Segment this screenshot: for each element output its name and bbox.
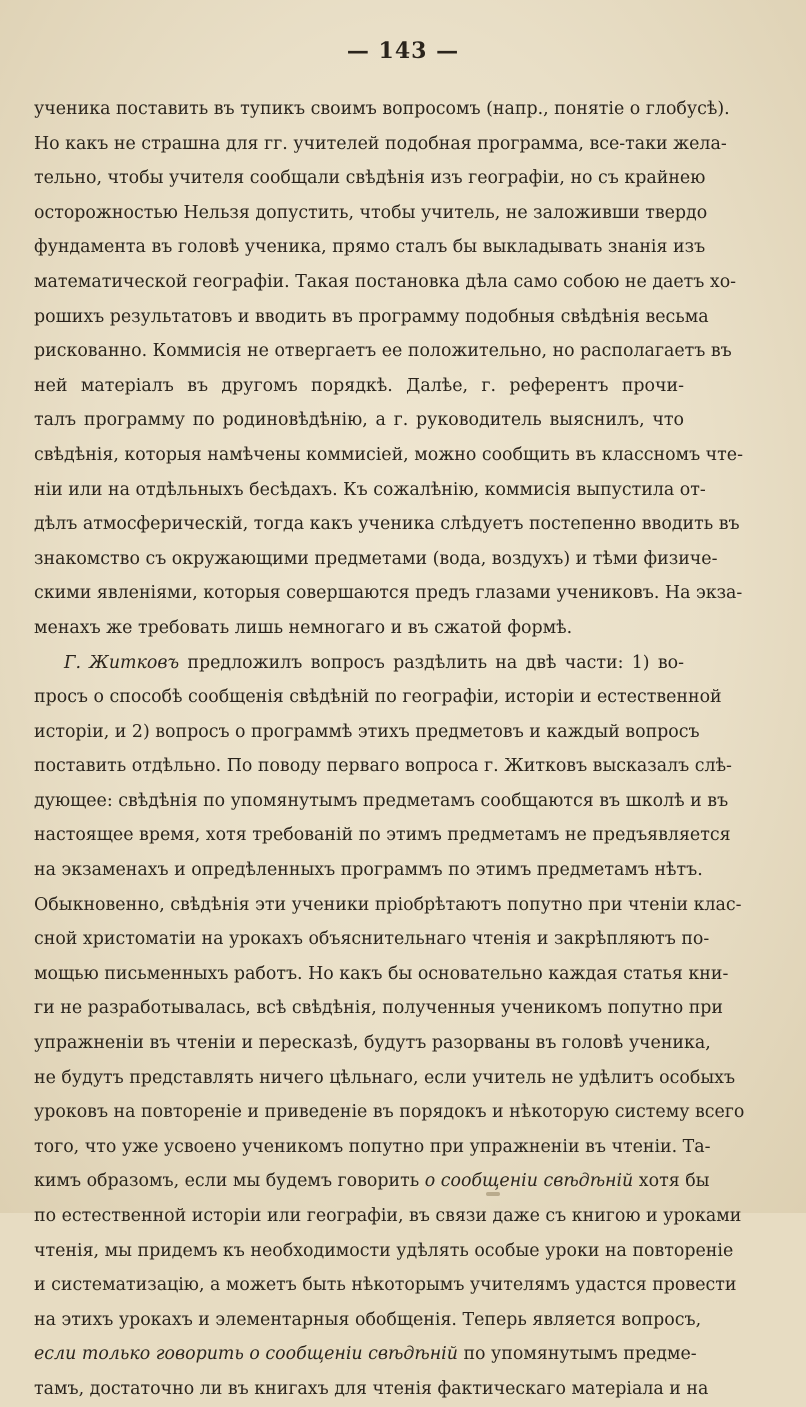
text-segment: дующее: свѣдѣнія по упомянутымъ предметамъ сообщаются въ школѣ и въ: [34, 790, 729, 811]
text-segment: талъ программу по родиновѣдѣнію, а г. руководитель выяснилъ, что: [34, 410, 684, 431]
text-line: [34, 1234, 734, 1269]
text-line: [34, 1199, 742, 1234]
text-line: [34, 749, 732, 784]
text-segment: настоящее время, хотя требованій по этимъ предметамъ не предъявляется: [34, 825, 731, 846]
text-line: [34, 403, 684, 438]
text-segment: на экзаменахъ и опредѣленныхъ программъ по этимъ предметамъ нѣтъ.: [34, 860, 703, 881]
text-segment: тельно, чтобы учителя сообщали свѣдѣнія изъ географіи, но съ крайнею: [34, 168, 706, 189]
text-line: [34, 1164, 710, 1199]
text-line: [34, 265, 737, 300]
text-line: [34, 818, 731, 853]
text-segment: по естественной исторіи или географіи, въ связи даже съ книгою и уроками: [34, 1206, 742, 1226]
italic-text-segment: Г. Житковъ: [64, 652, 180, 673]
text-segment: чтенія, мы придемъ къ необходимости удѣлять особые уроки на повтореніе: [34, 1240, 734, 1261]
text-line: [34, 196, 708, 231]
text-segment: рискованно. Коммисія не отвергаетъ ее положительно, но располагаетъ въ: [34, 341, 732, 362]
text-segment: кимъ образомъ, если мы будемъ говорить: [34, 1171, 425, 1192]
text-segment: не будутъ представлять ничего цѣльнаго, если учитель не удѣлитъ особыхъ: [34, 1067, 736, 1088]
text-line: [34, 438, 743, 473]
text-segment: тамъ, достаточно ли въ книгахъ для чтенія фактическаго матеріала и на: [34, 1378, 709, 1399]
text-line: [34, 888, 742, 923]
text-line: [34, 646, 684, 681]
text-line: [34, 576, 743, 611]
text-line: [34, 542, 718, 577]
text-line: [34, 127, 727, 162]
text-line: [34, 1095, 745, 1130]
text-segment: Обыкновенно, свѣдѣнія эти ученики пріобрѣтаютъ попутно при чтеніи клас-: [34, 894, 742, 915]
text-segment: поставить отдѣльно. По поводу перваго вопроса г. Житковъ высказалъ слѣ-: [34, 756, 732, 777]
text-line: [34, 1026, 711, 1061]
text-segment: исторіи, и 2) вопросъ о программѣ этихъ предметовъ и каждый вопросъ: [34, 721, 700, 742]
text-line: [34, 92, 730, 127]
text-segment: и систематизацію, а можетъ быть нѣкоторымъ учителямъ удастся провести: [34, 1275, 737, 1296]
text-segment: уроковъ на повтореніе и приведеніе въ порядокъ и нѣкоторую систему всего: [34, 1102, 745, 1123]
text-line: [34, 1337, 697, 1372]
text-line: [34, 922, 710, 957]
text-segment: фундамента въ головѣ ученика, прямо сталъ бы выкладывать знанія изъ: [34, 237, 706, 258]
text-segment: свѣдѣнія, которыя намѣчены коммисіей, можно сообщить въ классномъ чте-: [34, 444, 743, 465]
text-segment: менахъ же требовать лишь немногаго и въ сжатой формѣ.: [34, 617, 573, 638]
text-segment: на этихъ урокахъ и элементарныя обобщенія. Теперь является вопросъ,: [34, 1309, 702, 1330]
text-segment: ги не разработывалась, всѣ свѣдѣнія, полученныя ученикомъ попутно при: [34, 998, 724, 1019]
text-segment: дѣлъ атмосферическій, тогда какъ ученика слѣдуетъ постепенно вводить въ: [34, 514, 740, 535]
text-line: [34, 784, 729, 819]
italic-text-segment: если только говорить о сообщеніи свѣдѣній: [34, 1344, 458, 1365]
text-line: [34, 611, 684, 646]
text-segment: хотя бы: [633, 1171, 710, 1192]
text-segment: математической географіи. Такая постановка дѣла само собою не даетъ хо-: [34, 271, 737, 292]
text-segment: ніи или на отдѣльныхъ бесѣдахъ. Къ сожалѣнію, коммисія выпустила от-: [34, 479, 706, 500]
text-line: [34, 507, 740, 542]
text-line: [34, 334, 732, 369]
text-segment: по упомянутымъ предме-: [457, 1344, 697, 1365]
text-segment: мощью письменныхъ работъ. Но какъ бы основательно каждая статья кни-: [34, 963, 729, 984]
text-segment: Но какъ не страшна для гг. учителей подобная программа, все-таки жела-: [34, 133, 727, 154]
text-segment: скими явленіями, которыя совершаются предъ глазами учениковъ. На экза-: [34, 583, 743, 604]
text-line: [34, 230, 706, 265]
text-segment: рошихъ результатовъ и вводить въ программу подобныя свѣдѣнія весьма: [34, 306, 709, 327]
text-segment: ней матеріалъ въ другомъ порядкѣ. Далѣе, г. референтъ прочи-: [34, 375, 684, 396]
text-line: [34, 853, 703, 888]
text-line: [34, 1130, 711, 1165]
text-line: [34, 1268, 737, 1303]
text-line: [34, 991, 724, 1026]
text-line: [34, 1061, 736, 1096]
text-segment: сной христоматіи на урокахъ объяснительнаго чтенія и закрѣпляютъ по-: [34, 929, 710, 950]
text-line: [34, 473, 706, 508]
italic-text-segment: о сообщеніи свѣдѣній: [424, 1171, 634, 1192]
text-segment: просъ о способѣ сообщенія свѣдѣній по географіи, исторіи и естественной: [34, 687, 722, 708]
text-segment: осторожностью Нельзя допустить, чтобы учитель, не заложивши твердо: [34, 202, 708, 223]
text-segment: ученика поставить въ тупикъ своимъ вопросомъ (напр., понятіе о глобусѣ).: [34, 99, 730, 119]
text-line: [34, 680, 722, 715]
body-text: [34, 92, 745, 1407]
text-line: [34, 300, 709, 335]
text-line: [34, 369, 684, 404]
text-line: [34, 1372, 709, 1407]
text-segment: упражненіи въ чтеніи и пересказѣ, будутъ разорваны въ головѣ ученика,: [34, 1033, 711, 1054]
text-line: [34, 957, 729, 992]
text-line: [34, 715, 700, 750]
text-line: [34, 161, 706, 196]
page-number: — 143 —: [346, 38, 460, 64]
text-segment: предложилъ вопросъ раздѣлить на двѣ части: 1) во-: [179, 652, 684, 673]
text-segment: знакомство съ окружающими предметами (вода, воздухъ) и тѣми физиче-: [34, 548, 718, 569]
ink-smudge: [486, 1192, 500, 1196]
text-segment: того, что уже усвоено ученикомъ попутно при упражненіи въ чтеніи. Та-: [34, 1136, 711, 1157]
text-line: [34, 1303, 702, 1338]
